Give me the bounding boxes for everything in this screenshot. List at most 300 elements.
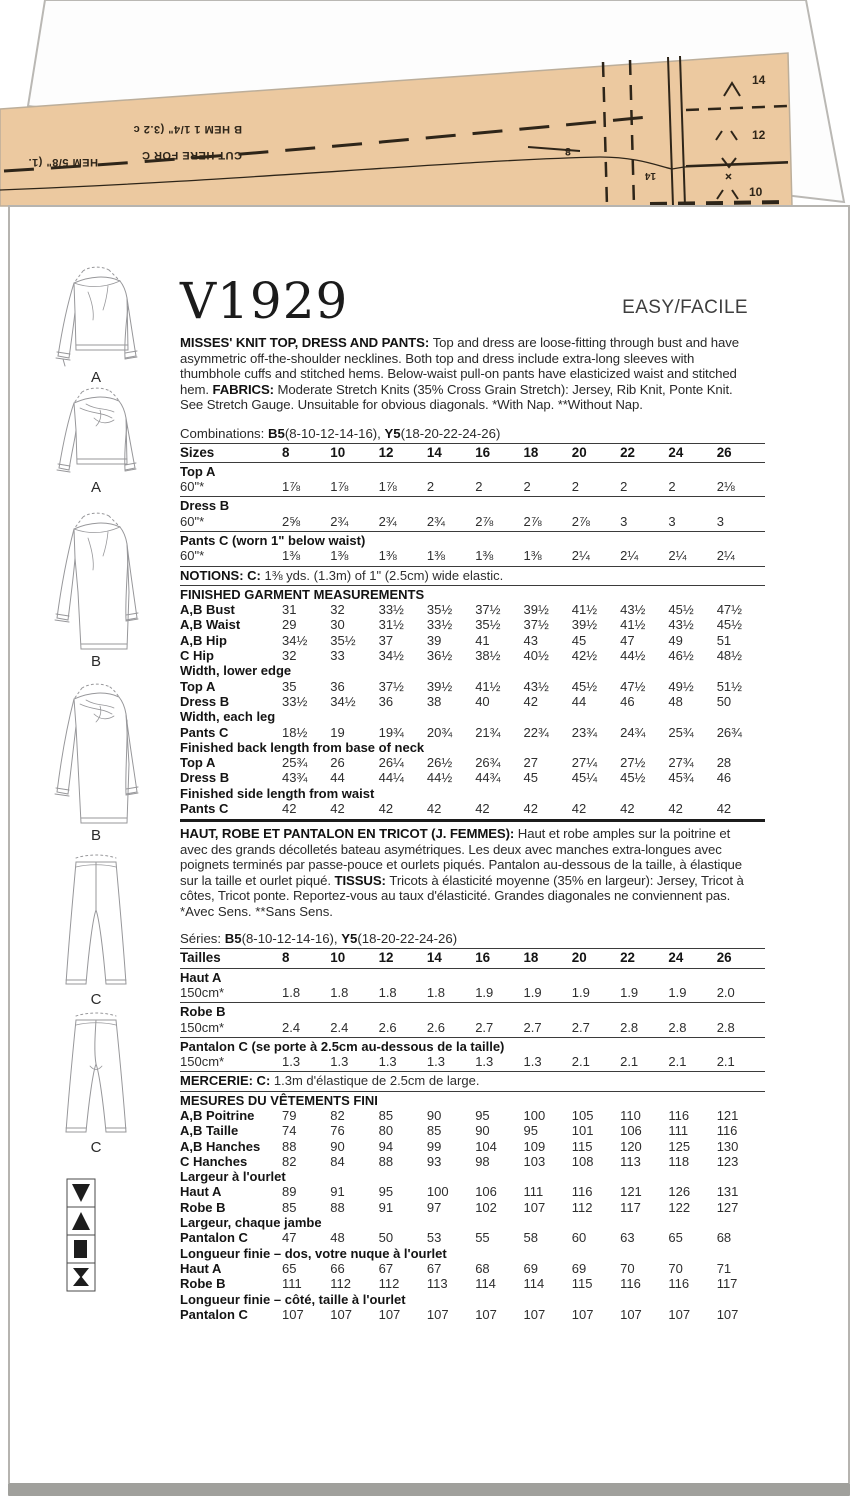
table-rule	[180, 1002, 765, 1003]
illustration-pants-c-front	[26, 852, 166, 1008]
cell-value: 116	[620, 1276, 641, 1292]
cell-value: 82	[330, 1108, 345, 1123]
cell-value: 46	[620, 693, 635, 709]
table-rule	[180, 968, 765, 969]
cell-value: 102	[475, 1199, 497, 1215]
cell-value: 26¾	[716, 724, 742, 740]
cell-value: 2	[620, 479, 628, 495]
cell-value: 41½	[571, 602, 598, 618]
cell-value: 20	[571, 444, 587, 460]
cell-value: 10	[330, 950, 346, 966]
cell-value: 1⅜	[282, 548, 301, 564]
cell-value: 104	[475, 1138, 497, 1154]
cell-value: 2.1	[668, 1054, 687, 1070]
cell-value: 2	[523, 479, 531, 495]
cell-value: 45¼	[571, 770, 598, 786]
table-rule	[180, 1071, 765, 1072]
cell-value: 25¾	[668, 724, 694, 740]
cell-value: 34½	[378, 648, 404, 664]
cell-value: 84	[330, 1153, 345, 1169]
table-note-row: MERCERIE: C: 1.3m d'élastique de 2.5cm de large.	[180, 1073, 480, 1089]
cell-value: 2	[426, 479, 435, 495]
cell-value: 107	[668, 1306, 691, 1322]
cell-value: 68	[475, 1260, 490, 1276]
cell-value: 107	[716, 1306, 739, 1322]
cell-value: 20¾	[426, 724, 453, 740]
cell-value: 76	[330, 1123, 345, 1139]
table-row	[180, 1307, 765, 1322]
cell-value: 38½	[475, 648, 501, 664]
cell-value: 2¾	[378, 513, 397, 529]
cell-value: 1.3	[475, 1054, 494, 1070]
cell-value: 43¾	[282, 770, 308, 786]
cell-value: 16	[475, 950, 491, 966]
table-row	[180, 648, 765, 663]
cell-value: 16	[475, 444, 491, 460]
table-group-label: Top A	[180, 463, 216, 479]
cell-value: 74	[282, 1123, 297, 1139]
cell-label: Pantalon C	[180, 1306, 248, 1322]
cell-value: 88	[282, 1138, 297, 1154]
cell-value: 3	[716, 513, 724, 529]
cell-value: 50	[378, 1230, 394, 1246]
table-row	[180, 694, 765, 709]
cell-value: 42½	[571, 648, 598, 664]
yardage-and-measurements-table-french	[180, 948, 765, 1322]
cell-value: 24	[668, 444, 684, 460]
cell-value: 42	[282, 801, 297, 817]
cell-value: 91	[330, 1184, 345, 1200]
cell-value: 45½	[620, 770, 646, 786]
cell-value: 85	[282, 1199, 297, 1215]
cell-value: 109	[523, 1138, 546, 1154]
cell-value: 28	[716, 755, 732, 771]
cell-value: 37½	[523, 617, 549, 633]
illustration-pants-c-back	[26, 1010, 166, 1156]
tissue-num-12: 12	[752, 128, 766, 142]
cell-value: 27¾	[668, 755, 694, 771]
cell-value: 118	[668, 1153, 690, 1169]
cell-value: 20	[571, 950, 587, 966]
cell-value: 27¼	[571, 755, 598, 771]
cell-value: 90	[426, 1108, 442, 1123]
cell-value: 2¼	[571, 548, 590, 564]
cell-value: 36	[330, 678, 345, 694]
cell-value: 115	[571, 1138, 593, 1154]
cell-value: 22¾	[523, 724, 549, 740]
cell-value: 1.9	[668, 984, 687, 1000]
cell-value: 117	[716, 1276, 738, 1292]
cell-value: 26¼	[378, 755, 404, 771]
table-row	[180, 1154, 765, 1169]
table-section-title: FINISHED GARMENT MEASUREMENTS	[180, 586, 425, 602]
description-lead: MISSES' KNIT TOP, DRESS AND PANTS:	[180, 335, 433, 350]
cell-value: 2.6	[426, 1019, 445, 1035]
cell-value: 1⅞	[330, 479, 349, 495]
cell-value: 42	[668, 801, 683, 817]
cell-value: 95	[523, 1123, 538, 1139]
cell-value: 42	[523, 693, 538, 709]
cell-value: 32	[282, 648, 297, 664]
cell-value: 116	[716, 1123, 738, 1139]
cell-label: Robe B	[180, 1199, 226, 1215]
cell-label: Pantalon C	[180, 1230, 248, 1246]
cell-label: A,B Hip	[180, 632, 227, 648]
cell-label: Haut A	[180, 1184, 222, 1200]
table-group-label: Dress B	[180, 498, 230, 514]
cell-value: 19	[330, 724, 345, 740]
cell-value: 46½	[668, 648, 694, 664]
table-group-label: Robe B	[180, 1004, 226, 1020]
cell-value: 114	[475, 1276, 496, 1292]
cell-label: Dress B	[180, 693, 230, 709]
cell-value: 42	[523, 801, 538, 817]
cell-value: 27	[523, 755, 538, 771]
cell-value: 122	[668, 1199, 691, 1215]
garment-label: A	[90, 369, 101, 386]
cell-value: 1.8	[378, 984, 397, 1000]
cell-value: 100	[426, 1184, 449, 1200]
table-group-label: Largeur à l'ourlet	[180, 1169, 286, 1185]
cell-value: 130	[716, 1138, 739, 1154]
cell-label: A,B Taille	[180, 1123, 239, 1139]
cell-value: 2.1	[716, 1054, 735, 1070]
tissus-lead: TISSUS:	[334, 872, 390, 888]
cell-value: 126	[668, 1184, 691, 1200]
description-english: MISSES' KNIT TOP, DRESS AND PANTS: Top and dress are loose-fitting through bust and have asymmetric off-the-shoulder necklines. Both top and dress include extra-long sleeves with thumbhole cuffs and stitched hems. Below-waist pull-on pants have elasticized waist and stitched hem. FABRICS: Moderate Stretch Knits (35% Cross Grain Stretch): Jersey, Rib Knit, Ponte Knit. See Stretch Gauge. Unsuitable for obvious diagonals. *With Nap. **Without Nap.	[180, 335, 739, 412]
cell-value: 10	[330, 444, 346, 460]
cell-value: 51	[716, 632, 732, 648]
cell-value: 1.9	[523, 984, 542, 1000]
cell-value: 2.7	[475, 1019, 494, 1035]
cell-value: 48	[330, 1230, 345, 1246]
cell-value: 12	[378, 444, 394, 460]
cell-value: 117	[620, 1199, 641, 1215]
cell-value: 1.9	[571, 984, 590, 1000]
cell-value: 36½	[426, 648, 453, 664]
cell-value: 88	[330, 1199, 345, 1215]
cell-value: 41	[475, 632, 490, 648]
table-row	[180, 1108, 765, 1123]
table-row	[180, 1123, 765, 1138]
cell-value: 2⅞	[523, 513, 542, 529]
table-rule	[180, 585, 765, 586]
cell-value: 2⅝	[282, 513, 301, 529]
cell-label: 150cm*	[180, 984, 225, 1000]
garment-label: B	[90, 653, 101, 670]
table-row	[180, 617, 765, 632]
cell-label: Robe B	[180, 1276, 226, 1292]
cell-value: 112	[571, 1199, 593, 1215]
cell-value: 39	[426, 632, 442, 648]
cell-value: 2¾	[426, 513, 445, 529]
table-group-label: Longueur finie – dos, votre nuque à l'ourlet	[180, 1245, 447, 1261]
cell-value: 27½	[620, 755, 646, 771]
table-row	[180, 1020, 765, 1035]
cell-value: 95	[475, 1108, 490, 1123]
cell-value: 42	[426, 801, 442, 817]
cell-value: 111	[668, 1123, 689, 1139]
table-row	[180, 479, 765, 494]
cell-value: 94	[378, 1138, 394, 1154]
cell-value: 113	[426, 1276, 448, 1292]
cell-value: 3	[668, 513, 676, 529]
cell-value: 21¾	[475, 724, 501, 740]
cell-value: 35	[282, 678, 297, 694]
cell-value: 29	[282, 617, 297, 633]
cell-value: 51½	[716, 678, 742, 694]
cell-value: 1⅞	[282, 479, 301, 495]
cell-value: 1⅜	[523, 548, 542, 564]
cell-value: 99	[426, 1138, 442, 1154]
cell-value: 63	[620, 1230, 635, 1246]
cell-value: 107	[523, 1199, 546, 1215]
cell-value: 34½	[282, 632, 308, 648]
cell-value: 43½	[668, 617, 694, 633]
cell-value: 31	[282, 602, 297, 618]
cell-label: Top A	[180, 678, 216, 694]
cell-label: C Hip	[180, 648, 214, 664]
cell-value: 44	[330, 770, 345, 786]
cell-value: 116	[571, 1184, 593, 1200]
cell-value: 25¾	[282, 755, 308, 771]
cell-value: 48	[668, 693, 683, 709]
table-group-label: Width, each leg	[180, 709, 276, 725]
table-row	[180, 548, 765, 563]
cell-label: 150cm*	[180, 1019, 225, 1035]
cell-value: 37	[378, 632, 394, 648]
cell-label: Haut A	[180, 1260, 222, 1276]
cell-value: 33	[330, 648, 345, 664]
cell-label: Pants C	[180, 724, 229, 740]
cell-value: 66	[330, 1260, 345, 1276]
cell-value: 2.8	[620, 1019, 639, 1035]
garment-label: C	[90, 991, 102, 1008]
cell-value: 107	[426, 1306, 449, 1322]
table-section-title: MESURES DU VÊTEMENTS FINI	[180, 1092, 378, 1108]
cell-value: 114	[523, 1276, 545, 1292]
cell-value: 67	[378, 1260, 394, 1276]
table-rule	[180, 948, 765, 949]
cell-value: 2.1	[571, 1054, 590, 1070]
cell-value: 2¼	[668, 548, 687, 564]
cell-value: 1.8	[426, 984, 445, 1000]
table-rule	[180, 462, 765, 463]
table-row	[180, 679, 765, 694]
cell-value: 121	[620, 1184, 642, 1200]
cell-label: Top A	[180, 755, 216, 771]
cell-value: 2	[571, 479, 580, 495]
cell-value: 2⅛	[716, 479, 735, 495]
cell-value: 55	[475, 1230, 490, 1246]
cell-value: 2¾	[330, 513, 349, 529]
cell-label: A,B Poitrine	[180, 1108, 255, 1123]
table-header-row	[180, 445, 765, 460]
cell-value: 42	[330, 801, 345, 817]
cell-value: 14	[426, 444, 442, 460]
cell-value: 107	[475, 1306, 497, 1322]
cell-value: 127	[716, 1199, 739, 1215]
cell-value: 131	[716, 1184, 739, 1200]
illustration-dress-b-back	[26, 680, 166, 844]
table-row	[180, 1261, 765, 1276]
table-group-label: Haut A	[180, 969, 222, 985]
cell-value: 1.8	[330, 984, 349, 1000]
difficulty-label: EASY/FACILE	[622, 297, 748, 318]
cell-value: 42	[475, 801, 490, 817]
cell-value: 125	[668, 1138, 691, 1154]
cell-value: 120	[620, 1138, 642, 1154]
cell-label: Pants C	[180, 801, 229, 817]
cell-value: 1.9	[620, 984, 639, 1000]
cell-value: 2.4	[330, 1019, 349, 1035]
cell-value: 2.8	[668, 1019, 687, 1035]
cell-label: A,B Waist	[180, 617, 241, 633]
cell-value: 79	[282, 1108, 297, 1123]
tissue-hem-b-label: B HEM 1 1/4" (3.2 c	[133, 123, 242, 135]
cell-label: A,B Hanches	[180, 1138, 261, 1154]
nap-note-french: *Avec Sens. **Sans Sens.	[180, 903, 333, 919]
cell-value: 2⅞	[571, 513, 590, 529]
printer-registration-marks	[64, 1178, 98, 1297]
cell-value: 24¾	[620, 724, 646, 740]
series-line: Séries: B5(8-10-12-14-16), Y5(18-20-22-24-26)	[180, 931, 458, 947]
description-fr-lead: HAUT, ROBE ET PANTALON EN TRICOT (J. FEMMES):	[180, 826, 518, 842]
cell-value: 1.3	[523, 1054, 542, 1070]
tissue-num-8: 8	[564, 145, 571, 157]
cell-value: 106	[475, 1184, 497, 1200]
cell-value: 45½	[571, 678, 598, 694]
table-row	[180, 602, 765, 617]
illustration-top-a-front	[26, 262, 166, 386]
cell-value: 36	[378, 693, 394, 709]
cell-label: A,B Bust	[180, 602, 235, 618]
cell-label: C Hanches	[180, 1153, 248, 1169]
garment-label: C	[90, 1139, 102, 1156]
cell-value: 32	[330, 602, 345, 618]
cell-value: 22	[620, 444, 635, 460]
table-row	[180, 514, 765, 529]
cell-value: 123	[716, 1153, 739, 1169]
cell-value: 107	[282, 1306, 304, 1322]
cell-value: 40½	[523, 648, 549, 664]
cell-value: 33½	[282, 693, 308, 709]
cell-value: 26	[716, 444, 732, 460]
table-row	[180, 770, 765, 785]
yardage-and-measurements-table-english	[180, 443, 765, 823]
cell-label: 60"*	[180, 548, 205, 564]
cell-label: Sizes	[180, 444, 215, 460]
cell-value: 43½	[620, 602, 646, 618]
cell-value: 12	[378, 950, 394, 966]
cell-value: 111	[523, 1184, 544, 1200]
cell-value: 1.8	[282, 984, 301, 1000]
cell-value: 68	[716, 1230, 732, 1246]
cell-value: 35½	[330, 632, 356, 648]
cell-value: 90	[475, 1123, 490, 1139]
cell-value: 47	[620, 632, 635, 648]
cell-value: 70	[668, 1260, 683, 1276]
cell-value: 26	[330, 755, 345, 771]
cell-value: 44½	[426, 770, 453, 786]
cell-value: 105	[571, 1108, 594, 1123]
cell-value: 80	[378, 1123, 394, 1139]
cell-value: 121	[716, 1108, 739, 1123]
cell-value: 23¾	[571, 724, 598, 740]
cell-value: 37½	[378, 678, 404, 694]
cell-value: 43	[523, 632, 538, 648]
cell-value: 106	[620, 1123, 642, 1139]
cell-value: 49	[668, 632, 683, 648]
cell-value: 18	[523, 950, 539, 966]
description-french: HAUT, ROBE ET PANTALON EN TRICOT (J. FEMMES): Haut et robe amples sur la poitrine et avec des grands décolletés bateau asymétriques. Les deux avec manches extra-longues avec poignets terminés par passe-pouce et ourlets piqués. Pantalon au-dessous de la taille, à élastique sur la taille et ourlet piqué. TISSUS: Tricots à élasticité moyenne (35% en largeur): Jersey, Tricot à côtes, Tricot ponte. Reportez-vous au taux d'élasticité. Grandes diagonales ne conviennent pas.	[180, 826, 744, 904]
cell-value: 88	[378, 1153, 394, 1169]
cell-value: 107	[620, 1306, 642, 1322]
cell-value: 2.4	[282, 1019, 301, 1035]
cell-value: 58	[523, 1230, 538, 1246]
cell-value: 107	[523, 1306, 546, 1322]
cell-value: 112	[378, 1276, 400, 1292]
cell-value: 2	[475, 479, 483, 495]
illustration-dress-b-front	[26, 508, 166, 670]
cell-value: 70	[620, 1260, 635, 1276]
cell-value: 42	[378, 801, 394, 817]
table-header-row	[180, 950, 765, 965]
tissue-hem-label: HEM 5/8" (1.	[28, 156, 98, 168]
cell-value: 42	[620, 801, 635, 817]
cell-value: 2.7	[523, 1019, 542, 1035]
envelope-back-copy	[180, 272, 765, 1322]
cell-value: 34½	[330, 693, 356, 709]
table-rule	[180, 566, 765, 567]
table-group-label: Pants C (worn 1" below waist)	[180, 532, 366, 548]
cell-value: 82	[282, 1153, 297, 1169]
cell-value: 97	[426, 1199, 442, 1215]
cell-label: 60"*	[180, 479, 205, 495]
cell-value: 1.3	[426, 1054, 445, 1070]
cell-value: 33½	[378, 602, 404, 618]
cell-value: 1.9	[475, 984, 494, 1000]
cell-value: 3	[620, 513, 628, 529]
table-note-row: NOTIONS: C: 1⅜ yds. (1.3m) of 1" (2.5cm) wide elastic.	[180, 567, 504, 583]
cell-value: 14	[426, 950, 442, 966]
cell-value: 95	[378, 1184, 394, 1200]
cell-value: 49½	[668, 678, 694, 694]
cell-value: 46	[716, 770, 732, 786]
table-group-label: Finished side length from waist	[180, 785, 375, 801]
cell-value: 65	[668, 1230, 683, 1246]
cell-value: 2¼	[716, 548, 735, 564]
table-row	[180, 1230, 765, 1245]
cell-value: 65	[282, 1260, 297, 1276]
table-rule	[180, 819, 765, 822]
tissue-num-10: 10	[749, 185, 763, 199]
cell-value: 108	[571, 1153, 594, 1169]
cell-value: 26¾	[475, 755, 501, 771]
cell-label: 60"*	[180, 513, 205, 529]
cell-value: 45	[571, 632, 587, 648]
square-mark	[74, 1240, 87, 1258]
cell-value: 38	[426, 693, 442, 709]
illustration-top-a-back	[26, 384, 166, 496]
cell-value: 1⅜	[330, 548, 349, 564]
cell-value: 98	[475, 1153, 490, 1169]
cell-value: 2⅞	[475, 513, 494, 529]
cell-value: 39½	[523, 602, 549, 618]
fabrics-lead: FABRICS:	[212, 381, 278, 397]
cell-value: 47½	[620, 678, 646, 694]
cell-value: 35½	[426, 602, 453, 618]
